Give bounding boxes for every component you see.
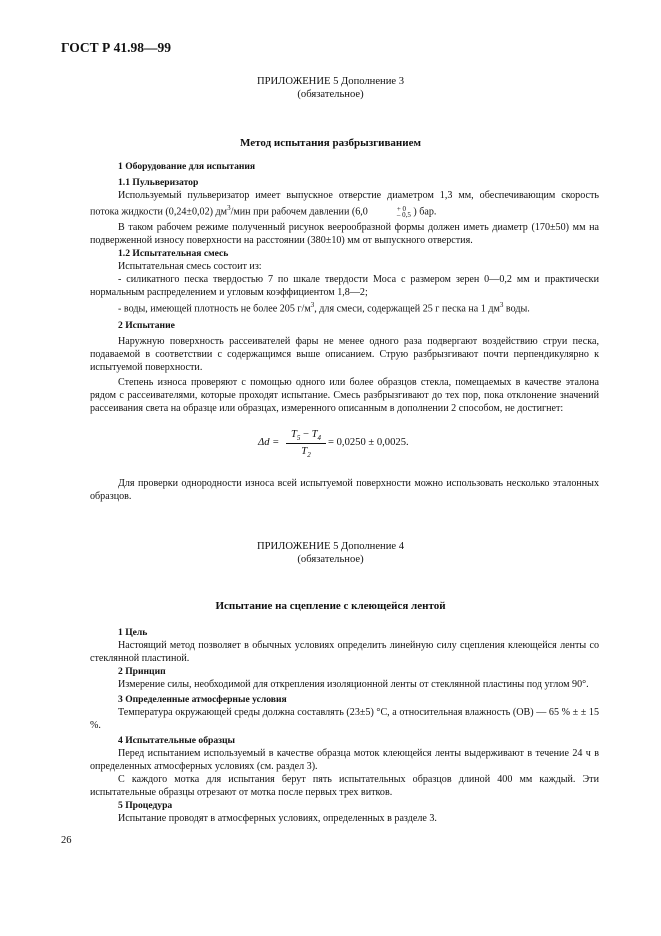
paragraph-exposure: Наружную поверхность рассеивателей фары не менее одного раза подвергают воздействию струи песка, подаваемой в соответствии с содержащимся выше описанием. Струю разбрызгивают почти перпендикулярно к испытуемой поверхности. — [90, 335, 599, 373]
operator: − — [300, 429, 312, 440]
superscript: 3 — [499, 301, 504, 310]
section-conditions: 3 Определенные атмосферные условия — [118, 694, 287, 705]
paragraph-principle: Измерение силы, необходимой для открепления изоляционной ленты от стеклянной пластины под углом 90°. — [118, 679, 589, 690]
paragraph-water — [90, 299, 599, 315]
formula-numerator — [286, 428, 326, 441]
annex3-heading-text: ПРИЛОЖЕНИЕ 5 Дополнение 3 — [256, 76, 405, 87]
fraction-bar — [286, 443, 326, 444]
text-span: , для смеси, содержащей 25 г песка на 1 дм — [314, 303, 500, 315]
annex3-note: (обязательное) — [297, 89, 364, 100]
section-procedure: 5 Процедура — [118, 800, 173, 811]
annex3-body — [90, 160, 599, 415]
section-equipment: 1 Оборудование для испытания — [118, 161, 256, 172]
formula-rhs: = 0,0250 ± 0,0025. — [328, 437, 409, 448]
paragraph-sprayer — [90, 189, 599, 218]
paragraph-sand: - силикатного песка твердостью 7 по шкале твердости Моса с размером зерен 0—0,2 мм и практически нормальным распределением и угловым коэффициентом 1,8—2; — [90, 274, 599, 299]
annex4-body — [90, 626, 599, 825]
section-purpose: 1 Цель — [118, 627, 148, 638]
annex3-closing — [90, 477, 599, 503]
formula-denominator — [286, 445, 326, 458]
section-principle: 2 Принцип — [118, 666, 166, 677]
subscript: 2 — [307, 451, 311, 460]
section-specimens: 4 Испытательные образцы — [118, 735, 236, 746]
paragraph-mixture-intro: Испытательная смесь состоит из: — [118, 261, 262, 273]
var: T — [301, 446, 308, 457]
var: T — [290, 429, 297, 440]
tolerance — [369, 206, 411, 218]
annex3-heading — [0, 75, 661, 101]
text-span: воды. — [503, 303, 530, 315]
text-span: /мин при рабочем давлении (6,0 — [230, 206, 368, 218]
superscript: 3 — [227, 204, 231, 212]
paragraph-uniformity: Для проверки однородности износа всей испытуемой поверхности можно использовать несколько эталонных образцов. — [90, 478, 599, 502]
annex4-title: Испытание на сцепление с клеющейся лентой — [215, 600, 446, 612]
section-mixture: 1.2 Испытательная смесь — [118, 248, 229, 260]
superscript: 3 — [310, 301, 315, 310]
annex4-heading — [0, 540, 661, 566]
paragraph-wear-degree: Степень износа проверяют с помощью одного или более образцов стекла, помещаемых в качестве эталона рядом с рассеивателями, которые проходят испытание. Смесь разбрызгивают до тех пор, пока отклонение значений рассеивания света на образце или образцах, измеренного описанным в дополнении 2 способом, не достигнет: — [90, 376, 599, 414]
var: T — [311, 429, 318, 440]
text-span: - воды, имеющей плотность не более 205 г/м — [118, 303, 311, 315]
section-sprayer: 1.1 Пульверизатор — [118, 177, 199, 188]
formula-fraction — [286, 428, 326, 458]
paragraph-pattern: В таком рабочем режиме полученный рисунок веерообразной формы должен иметь диаметр (170±50) мм на подверженной износу поверхности на расстоянии (380±10) мм от выпускного отверстия. — [90, 222, 599, 247]
paragraph-procedure: Испытание проводят в атмосферных условиях, определенных в разделе 3. — [118, 813, 437, 824]
annex4-heading-text: ПРИЛОЖЕНИЕ 5 Дополнение 4 — [256, 541, 405, 552]
paragraph-conditions: Температура окружающей среды должна составлять (23±5) °С, а относительная влажность (ОВ) — 65 % ± ± 15 %. — [90, 707, 599, 731]
page-number: 26 — [61, 835, 72, 846]
annex3-title: Метод испытания разбрызгиванием — [240, 137, 421, 149]
tolerance-upper: + 0 — [396, 205, 407, 214]
paragraph-specimen-cutting: С каждого мотка для испытания берут пять испытательных образцов длиной 400 мм каждый. Эти испытательные образцы отрезают от мотка после первых трех витков. — [90, 774, 599, 798]
text-span: ) бар. — [413, 206, 437, 218]
tolerance-lower: – 0,5 — [396, 211, 411, 220]
annex4-note: (обязательное) — [297, 554, 364, 565]
paragraph-purpose: Настоящий метод позволяет в обычных условиях определить линейную силу сцепления клеющейся ленты со стеклянной пластиной. — [90, 640, 599, 664]
paragraph-specimen-conditioning: Перед испытанием используемый в качестве образца моток клеющейся ленты выдерживают в течение 24 ч в определенных атмосферных условиях (см. раздел 3). — [90, 748, 599, 772]
section-test: 2 Испытание — [118, 319, 175, 331]
subscript: 5 — [296, 434, 301, 443]
text-span: Используемый пульверизатор имеет выпускное отверстие диаметром 1,3 мм, обеспечивающим скорость потока жидкости (0,24±0,02) дм — [90, 190, 599, 218]
subscript: 4 — [317, 434, 322, 443]
formula-lhs: Δd = — [258, 437, 280, 448]
standard-header: ГОСТ Р 41.98—99 — [61, 40, 172, 55]
formula-delta-d — [258, 428, 438, 464]
